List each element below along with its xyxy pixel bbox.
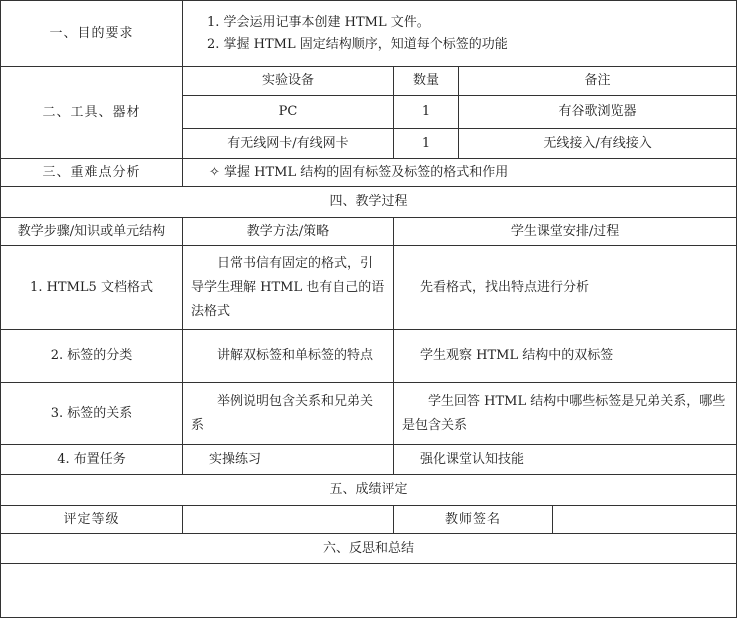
student-cell: 学生回答 HTML 结构中哪些标签是兄弟关系，哪些是包含关系 bbox=[394, 383, 737, 445]
reflection-title-row bbox=[1, 534, 737, 564]
process-row bbox=[1, 383, 737, 445]
method-cell: 举例说明包含关系和兄弟关系 bbox=[183, 383, 394, 445]
signature-label: 教师签名 bbox=[394, 506, 553, 534]
student-cell: 学生观察 HTML 结构中的双标签 bbox=[394, 330, 737, 383]
process-row bbox=[1, 330, 737, 383]
method-header: 教学方法/策略 bbox=[183, 218, 394, 246]
step-header: 教学步骤/知识或单元结构 bbox=[1, 218, 183, 246]
step-cell: 1. HTML5 文档格式 bbox=[1, 246, 183, 330]
process-header-row bbox=[1, 218, 737, 246]
step-cell: 4. 布置任务 bbox=[1, 445, 183, 475]
student-header: 学生课堂安排/过程 bbox=[394, 218, 737, 246]
equipment-header: 实验设备 bbox=[183, 67, 394, 96]
tools-label: 二、工具、器材 bbox=[1, 67, 183, 159]
equipment-cell: 有无线网卡/有线网卡 bbox=[183, 129, 394, 159]
step-cell: 3. 标签的关系 bbox=[1, 383, 183, 445]
grade-label: 评定等级 bbox=[1, 506, 183, 534]
equipment-cell: PC bbox=[183, 96, 394, 129]
remark-cell: 无线接入/有线接入 bbox=[459, 129, 737, 159]
quantity-cell: 1 bbox=[394, 96, 459, 129]
student-cell: 先看格式，找出特点进行分析 bbox=[394, 246, 737, 330]
process-row bbox=[1, 246, 737, 330]
method-cell: 讲解双标签和单标签的特点 bbox=[183, 330, 394, 383]
goals-row bbox=[1, 1, 737, 67]
method-cell: 实操练习 bbox=[183, 445, 394, 475]
grading-title-row bbox=[1, 475, 737, 506]
signature-value bbox=[553, 506, 737, 534]
key-points-label: 三、重难点分析 bbox=[1, 159, 183, 187]
teaching-process-title-row bbox=[1, 187, 737, 218]
reflection-content bbox=[1, 564, 737, 618]
step-cell: 2. 标签的分类 bbox=[1, 330, 183, 383]
goal-item: 1. 学会运用记事本创建 HTML 文件。 bbox=[207, 14, 430, 30]
remark-header: 备注 bbox=[459, 67, 737, 96]
grading-title: 五、成绩评定 bbox=[1, 475, 737, 506]
student-cell: 强化课堂认知技能 bbox=[394, 445, 737, 475]
teaching-process-title: 四、教学过程 bbox=[1, 187, 737, 218]
key-points-content: ✧ 掌握 HTML 结构的固有标签及标签的格式和作用 bbox=[183, 159, 737, 187]
method-cell: 日常书信有固定的格式，引导学生理解 HTML 也有自己的语法格式 bbox=[183, 246, 394, 330]
reflection-title: 六、反思和总结 bbox=[1, 534, 737, 564]
goals-label: 一、目的要求 bbox=[1, 1, 183, 67]
reflection-row bbox=[1, 564, 737, 618]
grading-row bbox=[1, 506, 737, 534]
goal-item: 2. 掌握 HTML 固定结构顺序，知道每个标签的功能 bbox=[207, 36, 508, 52]
quantity-header: 数量 bbox=[394, 67, 459, 96]
grade-value bbox=[183, 506, 394, 534]
remark-cell: 有谷歌浏览器 bbox=[459, 96, 737, 129]
goals-cell bbox=[183, 1, 737, 67]
quantity-cell: 1 bbox=[394, 129, 459, 159]
process-row bbox=[1, 445, 737, 475]
key-points-row bbox=[1, 159, 737, 187]
equipment-header-row bbox=[1, 67, 737, 96]
